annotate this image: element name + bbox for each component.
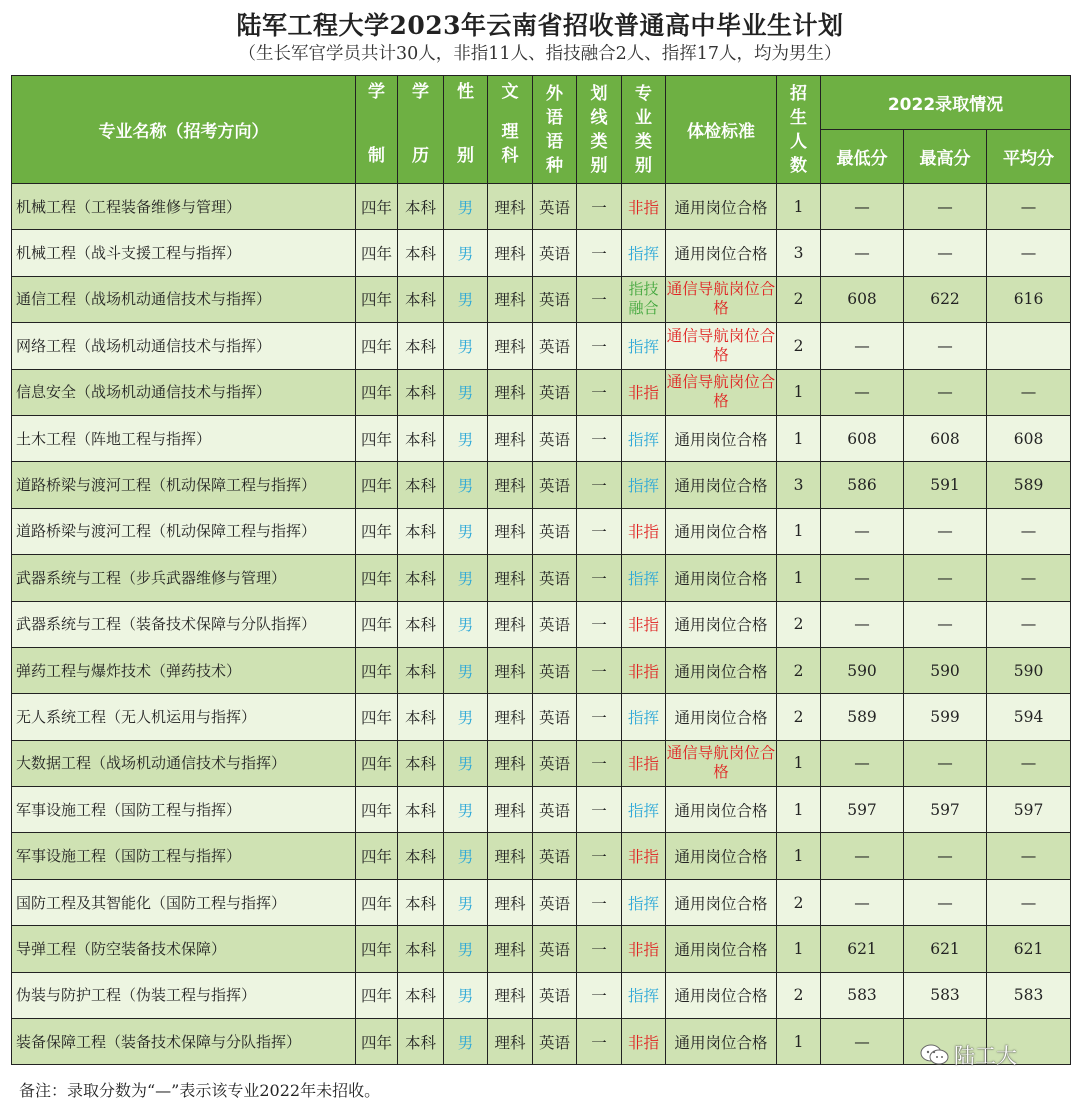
cutoff-category-cell: 一: [577, 230, 622, 276]
table-row: [12, 879, 1071, 925]
table-row: [12, 508, 1071, 554]
max-score-cell: 590: [904, 647, 987, 693]
physical-standard-cell: 通用岗位合格: [666, 508, 777, 554]
degree-cell: 本科: [398, 833, 444, 879]
avg-score-cell: —: [987, 508, 1071, 554]
major-category-cell: 指挥: [622, 879, 666, 925]
major-category-cell: 指挥: [622, 415, 666, 461]
max-score-cell: —: [904, 184, 987, 230]
degree-cell: 本科: [398, 230, 444, 276]
arts-science-cell: 理科: [488, 694, 533, 740]
min-score-cell: 589: [821, 694, 904, 740]
enrollment-count-cell: 1: [777, 415, 821, 461]
enrollment-count-cell: 2: [777, 694, 821, 740]
page-title: 陆军工程大学2023年云南省招收普通高中毕业生计划: [236, 11, 844, 40]
table-row: [12, 276, 1071, 322]
physical-standard-cell: 通用岗位合格: [666, 833, 777, 879]
enrollment-count-cell: 1: [777, 184, 821, 230]
gender-cell: 男: [444, 369, 488, 415]
degree-cell: 本科: [398, 926, 444, 972]
table-row: [12, 926, 1071, 972]
degree-cell: 本科: [398, 787, 444, 833]
avg-score-cell: —: [987, 369, 1071, 415]
min-score-cell: —: [821, 230, 904, 276]
major-category-cell: 指技融合: [622, 276, 666, 322]
duration-cell: 四年: [356, 323, 398, 369]
major-category-cell: 指挥: [622, 462, 666, 508]
cutoff-category-cell: 一: [577, 879, 622, 925]
cutoff-category-cell: 一: [577, 323, 622, 369]
degree-cell: 本科: [398, 508, 444, 554]
major-category-cell: 指挥: [622, 230, 666, 276]
duration-cell: 四年: [356, 1019, 398, 1065]
table-row: [12, 462, 1071, 508]
language-cell: 英语: [533, 926, 577, 972]
gender-cell: 男: [444, 415, 488, 461]
enrollment-count-cell: 1: [777, 1019, 821, 1065]
max-score-cell: 597: [904, 787, 987, 833]
major-name-cell: 弹药工程与爆炸技术（弹药技术）: [12, 647, 356, 693]
cutoff-category-cell: 一: [577, 601, 622, 647]
duration-cell: 四年: [356, 787, 398, 833]
cutoff-category-cell: 一: [577, 972, 622, 1018]
min-score-cell: —: [821, 601, 904, 647]
major-name-cell: 大数据工程（战场机动通信技术与指挥）: [12, 740, 356, 786]
degree-cell: 本科: [398, 184, 444, 230]
physical-standard-cell: 通用岗位合格: [666, 1019, 777, 1065]
major-name-cell: 通信工程（战场机动通信技术与指挥）: [12, 276, 356, 322]
major-category-cell: 指挥: [622, 555, 666, 601]
major-category-cell: 非指: [622, 926, 666, 972]
duration-cell: 四年: [356, 833, 398, 879]
major-category-cell: 指挥: [622, 787, 666, 833]
arts-science-cell: 理科: [488, 740, 533, 786]
cutoff-category-cell: 一: [577, 184, 622, 230]
language-cell: 英语: [533, 323, 577, 369]
avg-score-cell: 594: [987, 694, 1071, 740]
language-cell: 英语: [533, 555, 577, 601]
degree-cell: 本科: [398, 323, 444, 369]
duration-cell: 四年: [356, 879, 398, 925]
language-cell: 英语: [533, 369, 577, 415]
enrollment-count-cell: 1: [777, 787, 821, 833]
major-name-cell: 武器系统与工程（步兵武器维修与管理）: [12, 555, 356, 601]
header-cutoff-category: 划 线 类 别: [577, 76, 622, 184]
header-degree: 学 历: [398, 76, 444, 184]
gender-cell: 男: [444, 787, 488, 833]
header-arts-science: 文 理 科: [488, 76, 533, 184]
major-name-cell: 道路桥梁与渡河工程（机动保障工程与指挥）: [12, 462, 356, 508]
footnote: 备注：录取分数为“—”表示该专业2022年未招收。: [19, 1081, 381, 1100]
major-name-cell: 伪装与防护工程（伪装工程与指挥）: [12, 972, 356, 1018]
min-score-cell: —: [821, 323, 904, 369]
major-name-cell: 导弹工程（防空装备技术保障）: [12, 926, 356, 972]
enrollment-count-cell: 2: [777, 601, 821, 647]
avg-score-cell: —: [987, 833, 1071, 879]
physical-standard-cell: 通用岗位合格: [666, 462, 777, 508]
enrollment-count-cell: 1: [777, 833, 821, 879]
max-score-cell: —: [904, 230, 987, 276]
header-foreign-language: 外 语 语 种: [533, 76, 577, 184]
cutoff-category-cell: 一: [577, 787, 622, 833]
cutoff-category-cell: 一: [577, 276, 622, 322]
cutoff-category-cell: 一: [577, 555, 622, 601]
gender-cell: 男: [444, 647, 488, 693]
gender-cell: 男: [444, 972, 488, 1018]
min-score-cell: 583: [821, 972, 904, 1018]
header-2022-admission: 2022录取情况: [821, 76, 1071, 130]
duration-cell: 四年: [356, 230, 398, 276]
table-row: [12, 369, 1071, 415]
enrollment-plan-table: [11, 75, 1071, 1065]
header-major-name: 专业名称（招考方向）: [12, 76, 356, 184]
major-name-cell: 无人系统工程（无人机运用与指挥）: [12, 694, 356, 740]
table-row: [12, 230, 1071, 276]
cutoff-category-cell: 一: [577, 926, 622, 972]
degree-cell: 本科: [398, 1019, 444, 1065]
major-name-cell: 军事设施工程（国防工程与指挥）: [12, 787, 356, 833]
cutoff-category-cell: 一: [577, 833, 622, 879]
gender-cell: 男: [444, 833, 488, 879]
major-name-cell: 信息安全（战场机动通信技术与指挥）: [12, 369, 356, 415]
enrollment-count-cell: 2: [777, 647, 821, 693]
table-row: [12, 555, 1071, 601]
max-score-cell: 608: [904, 415, 987, 461]
language-cell: 英语: [533, 508, 577, 554]
major-category-cell: 非指: [622, 833, 666, 879]
major-category-cell: 指挥: [622, 694, 666, 740]
table-row: [12, 184, 1071, 230]
major-category-cell: 非指: [622, 508, 666, 554]
table-row: [12, 740, 1071, 786]
arts-science-cell: 理科: [488, 833, 533, 879]
major-category-cell: 指挥: [622, 972, 666, 1018]
arts-science-cell: 理科: [488, 972, 533, 1018]
physical-standard-cell: 通用岗位合格: [666, 555, 777, 601]
major-category-cell: 非指: [622, 1019, 666, 1065]
gender-cell: 男: [444, 926, 488, 972]
degree-cell: 本科: [398, 601, 444, 647]
min-score-cell: 608: [821, 276, 904, 322]
enrollment-count-cell: 3: [777, 462, 821, 508]
gender-cell: 男: [444, 184, 488, 230]
major-name-cell: 土木工程（阵地工程与指挥）: [12, 415, 356, 461]
max-score-cell: 583: [904, 972, 987, 1018]
min-score-cell: —: [821, 555, 904, 601]
min-score-cell: —: [821, 369, 904, 415]
language-cell: 英语: [533, 879, 577, 925]
min-score-cell: 590: [821, 647, 904, 693]
physical-standard-cell: 通用岗位合格: [666, 647, 777, 693]
gender-cell: 男: [444, 694, 488, 740]
arts-science-cell: 理科: [488, 601, 533, 647]
min-score-cell: —: [821, 740, 904, 786]
degree-cell: 本科: [398, 879, 444, 925]
max-score-cell: —: [904, 508, 987, 554]
enrollment-count-cell: 2: [777, 276, 821, 322]
enrollment-count-cell: 1: [777, 926, 821, 972]
major-name-cell: 道路桥梁与渡河工程（机动保障工程与指挥）: [12, 508, 356, 554]
watermark: [920, 1040, 1017, 1070]
gender-cell: 男: [444, 555, 488, 601]
physical-standard-cell: 通用岗位合格: [666, 972, 777, 1018]
degree-cell: 本科: [398, 462, 444, 508]
language-cell: 英语: [533, 833, 577, 879]
major-name-cell: 机械工程（工程装备维修与管理）: [12, 184, 356, 230]
max-score-cell: —: [904, 601, 987, 647]
physical-standard-cell: 通用岗位合格: [666, 879, 777, 925]
table-row: [12, 601, 1071, 647]
degree-cell: 本科: [398, 415, 444, 461]
header-duration: 学 制: [356, 76, 398, 184]
language-cell: 英语: [533, 740, 577, 786]
duration-cell: 四年: [356, 740, 398, 786]
degree-cell: 本科: [398, 647, 444, 693]
table-row: [12, 787, 1071, 833]
table-row: [12, 323, 1071, 369]
duration-cell: 四年: [356, 184, 398, 230]
arts-science-cell: 理科: [488, 1019, 533, 1065]
avg-score-cell: 621: [987, 926, 1071, 972]
max-score-cell: —: [904, 369, 987, 415]
duration-cell: 四年: [356, 647, 398, 693]
cutoff-category-cell: 一: [577, 1019, 622, 1065]
header-gender: 性 别: [444, 76, 488, 184]
arts-science-cell: 理科: [488, 323, 533, 369]
duration-cell: 四年: [356, 508, 398, 554]
min-score-cell: 597: [821, 787, 904, 833]
max-score-cell: —: [904, 323, 987, 369]
duration-cell: 四年: [356, 276, 398, 322]
avg-score-cell: —: [987, 184, 1071, 230]
table-row: [12, 833, 1071, 879]
arts-science-cell: 理科: [488, 787, 533, 833]
avg-score-cell: —: [987, 879, 1071, 925]
degree-cell: 本科: [398, 972, 444, 1018]
max-score-cell: 622: [904, 276, 987, 322]
arts-science-cell: 理科: [488, 462, 533, 508]
degree-cell: 本科: [398, 694, 444, 740]
major-category-cell: 非指: [622, 647, 666, 693]
min-score-cell: 621: [821, 926, 904, 972]
duration-cell: 四年: [356, 926, 398, 972]
degree-cell: 本科: [398, 276, 444, 322]
physical-standard-cell: 通用岗位合格: [666, 694, 777, 740]
gender-cell: 男: [444, 740, 488, 786]
enrollment-count-cell: 1: [777, 369, 821, 415]
major-name-cell: 装备保障工程（装备技术保障与分队指挥）: [12, 1019, 356, 1065]
enrollment-count-cell: 2: [777, 879, 821, 925]
physical-standard-cell: 通用岗位合格: [666, 601, 777, 647]
major-name-cell: 网络工程（战场机动通信技术与指挥）: [12, 323, 356, 369]
language-cell: 英语: [533, 276, 577, 322]
avg-score-cell: —: [987, 230, 1071, 276]
arts-science-cell: 理科: [488, 647, 533, 693]
enrollment-count-cell: 3: [777, 230, 821, 276]
gender-cell: 男: [444, 601, 488, 647]
avg-score-cell: [987, 323, 1071, 369]
avg-score-cell: 608: [987, 415, 1071, 461]
degree-cell: 本科: [398, 369, 444, 415]
page-subtitle: （生长军官学员共计30人，非指11人、指技融合2人、指挥17人，均为男生）: [238, 44, 842, 64]
max-score-cell: —: [904, 555, 987, 601]
physical-standard-cell: 通用岗位合格: [666, 230, 777, 276]
arts-science-cell: 理科: [488, 230, 533, 276]
major-name-cell: 武器系统与工程（装备技术保障与分队指挥）: [12, 601, 356, 647]
physical-standard-cell: 通用岗位合格: [666, 184, 777, 230]
physical-standard-cell: 通用岗位合格: [666, 787, 777, 833]
table-row: [12, 647, 1071, 693]
avg-score-cell: 589: [987, 462, 1071, 508]
arts-science-cell: 理科: [488, 415, 533, 461]
major-category-cell: 非指: [622, 184, 666, 230]
gender-cell: 男: [444, 1019, 488, 1065]
gender-cell: 男: [444, 462, 488, 508]
language-cell: 英语: [533, 601, 577, 647]
language-cell: 英语: [533, 230, 577, 276]
avg-score-cell: 616: [987, 276, 1071, 322]
cutoff-category-cell: 一: [577, 647, 622, 693]
arts-science-cell: 理科: [488, 879, 533, 925]
arts-science-cell: 理科: [488, 555, 533, 601]
max-score-cell: 591: [904, 462, 987, 508]
cutoff-category-cell: 一: [577, 508, 622, 554]
language-cell: 英语: [533, 184, 577, 230]
enrollment-count-cell: 1: [777, 508, 821, 554]
arts-science-cell: 理科: [488, 184, 533, 230]
header-min-score: 最低分: [821, 130, 904, 184]
cutoff-category-cell: 一: [577, 462, 622, 508]
cutoff-category-cell: 一: [577, 415, 622, 461]
major-category-cell: 指挥: [622, 323, 666, 369]
max-score-cell: 621: [904, 926, 987, 972]
major-category-cell: 非指: [622, 601, 666, 647]
gender-cell: 男: [444, 323, 488, 369]
duration-cell: 四年: [356, 369, 398, 415]
cutoff-category-cell: 一: [577, 369, 622, 415]
physical-standard-cell: 通信导航岗位合格: [666, 323, 777, 369]
physical-standard-cell: 通用岗位合格: [666, 926, 777, 972]
arts-science-cell: 理科: [488, 276, 533, 322]
min-score-cell: —: [821, 833, 904, 879]
enrollment-count-cell: 1: [777, 740, 821, 786]
enrollment-count-cell: 2: [777, 323, 821, 369]
max-score-cell: 599: [904, 694, 987, 740]
avg-score-cell: 590: [987, 647, 1071, 693]
avg-score-cell: 583: [987, 972, 1071, 1018]
major-name-cell: 国防工程及其智能化（国防工程与指挥）: [12, 879, 356, 925]
avg-score-cell: 597: [987, 787, 1071, 833]
duration-cell: 四年: [356, 462, 398, 508]
language-cell: 英语: [533, 1019, 577, 1065]
header-avg-score: 平均分: [987, 130, 1071, 184]
language-cell: 英语: [533, 694, 577, 740]
max-score-cell: —: [904, 740, 987, 786]
physical-standard-cell: 通用岗位合格: [666, 415, 777, 461]
duration-cell: 四年: [356, 694, 398, 740]
header-major-category: 专 业 类 别: [622, 76, 666, 184]
avg-score-cell: —: [987, 601, 1071, 647]
arts-science-cell: 理科: [488, 508, 533, 554]
cutoff-category-cell: 一: [577, 694, 622, 740]
major-category-cell: 非指: [622, 740, 666, 786]
language-cell: 英语: [533, 415, 577, 461]
language-cell: 英语: [533, 462, 577, 508]
min-score-cell: —: [821, 1019, 904, 1065]
gender-cell: 男: [444, 879, 488, 925]
enrollment-count-cell: 1: [777, 555, 821, 601]
table-row: [12, 972, 1071, 1018]
watermark-text: 陆工大: [954, 1044, 1017, 1068]
table-row: [12, 694, 1071, 740]
gender-cell: 男: [444, 230, 488, 276]
header-max-score: 最高分: [904, 130, 987, 184]
cutoff-category-cell: 一: [577, 740, 622, 786]
gender-cell: 男: [444, 508, 488, 554]
table-row: [12, 1019, 1071, 1065]
major-name-cell: 机械工程（战斗支援工程与指挥）: [12, 230, 356, 276]
header-physical-standard: 体检标准: [666, 76, 777, 184]
min-score-cell: 608: [821, 415, 904, 461]
duration-cell: 四年: [356, 555, 398, 601]
arts-science-cell: 理科: [488, 369, 533, 415]
duration-cell: 四年: [356, 415, 398, 461]
degree-cell: 本科: [398, 740, 444, 786]
max-score-cell: —: [904, 833, 987, 879]
min-score-cell: 586: [821, 462, 904, 508]
max-score-cell: —: [904, 879, 987, 925]
major-category-cell: 非指: [622, 369, 666, 415]
physical-standard-cell: 通信导航岗位合格: [666, 276, 777, 322]
wechat-icon: [920, 1044, 950, 1066]
table-row: [12, 415, 1071, 461]
header-enrollment-count: 招 生 人 数: [777, 76, 821, 184]
min-score-cell: —: [821, 184, 904, 230]
duration-cell: 四年: [356, 601, 398, 647]
degree-cell: 本科: [398, 555, 444, 601]
major-name-cell: 军事设施工程（国防工程与指挥）: [12, 833, 356, 879]
enrollment-count-cell: 2: [777, 972, 821, 1018]
avg-score-cell: —: [987, 740, 1071, 786]
min-score-cell: —: [821, 879, 904, 925]
physical-standard-cell: 通信导航岗位合格: [666, 740, 777, 786]
duration-cell: 四年: [356, 972, 398, 1018]
avg-score-cell: —: [987, 555, 1071, 601]
gender-cell: 男: [444, 276, 488, 322]
language-cell: 英语: [533, 787, 577, 833]
language-cell: 英语: [533, 972, 577, 1018]
min-score-cell: —: [821, 508, 904, 554]
language-cell: 英语: [533, 647, 577, 693]
arts-science-cell: 理科: [488, 926, 533, 972]
physical-standard-cell: 通信导航岗位合格: [666, 369, 777, 415]
